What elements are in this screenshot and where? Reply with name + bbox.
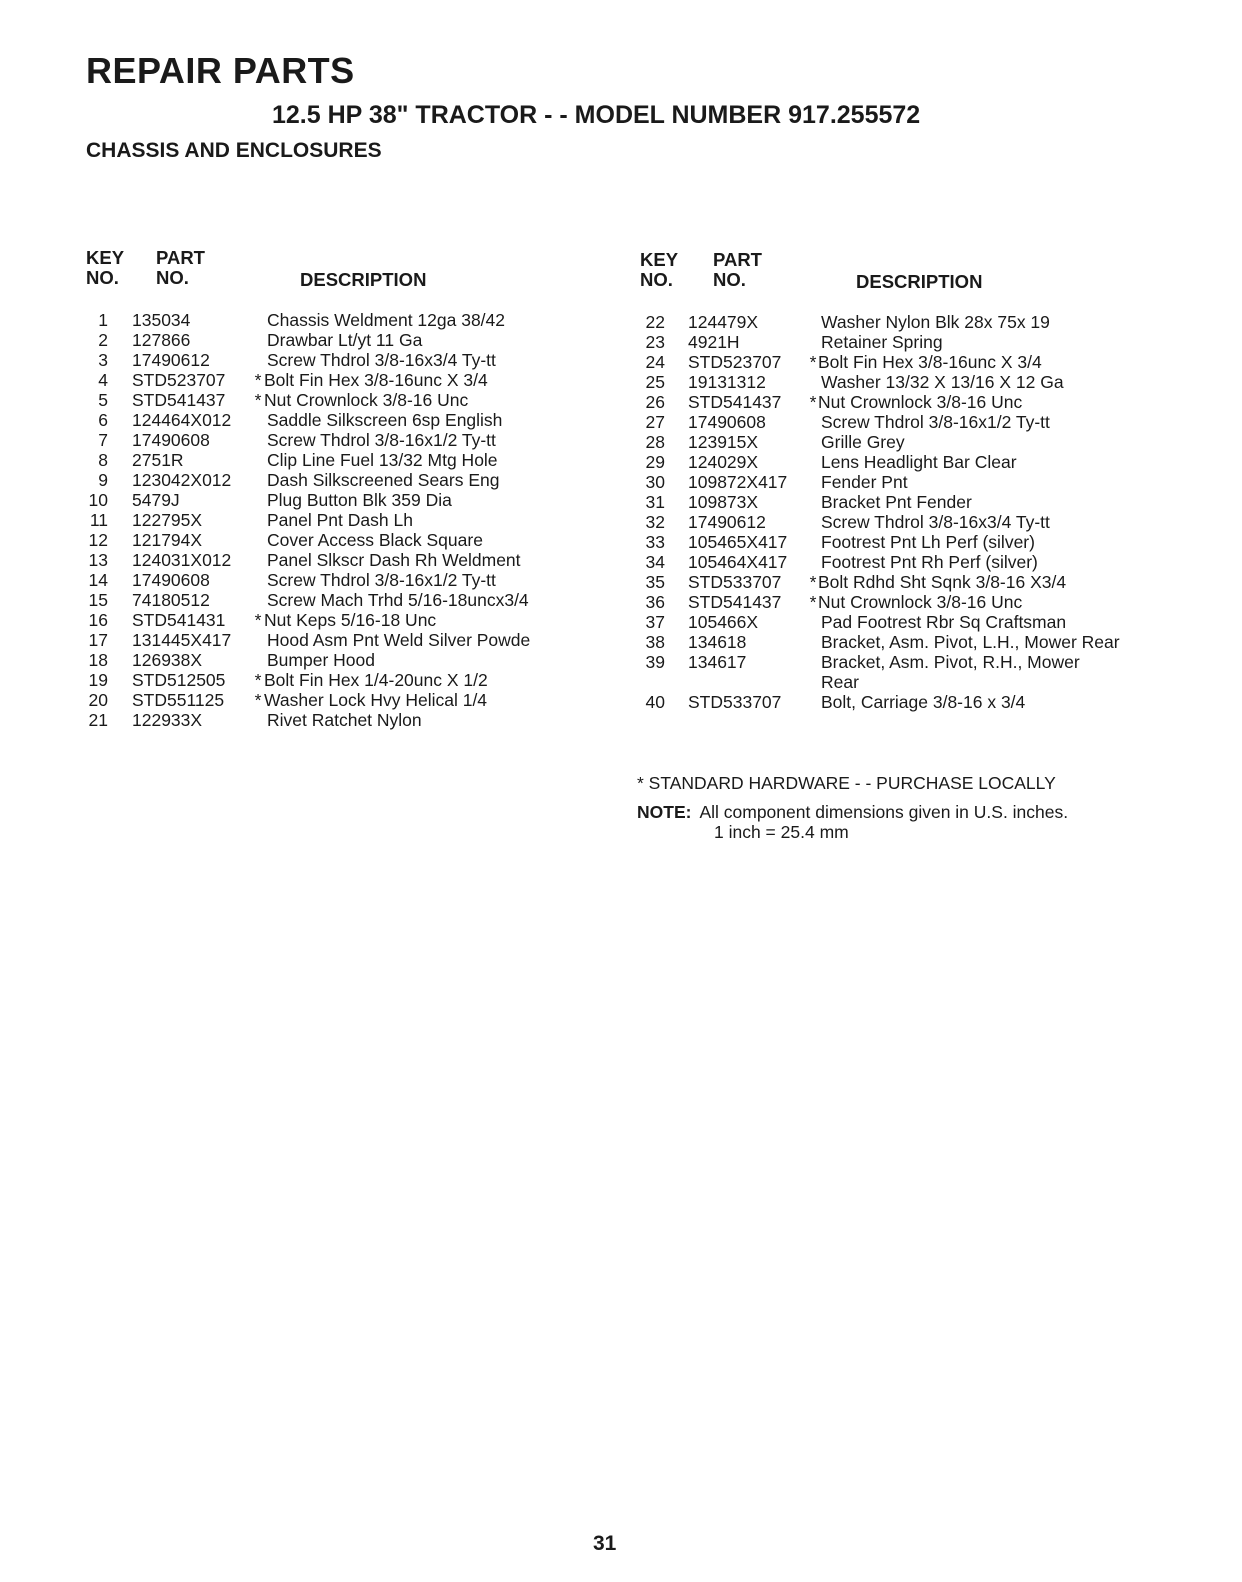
part-description: Screw Thdrol 3/8-16x3/4 Ty-tt bbox=[821, 512, 1050, 532]
table-row bbox=[86, 590, 586, 610]
key-no: 27 bbox=[645, 412, 665, 432]
part-description: Screw Mach Trhd 5/16-18uncx3/4 bbox=[267, 590, 529, 610]
table-row bbox=[86, 710, 586, 730]
part-description: Panel Pnt Dash Lh bbox=[267, 510, 413, 530]
table-row bbox=[640, 412, 1150, 432]
part-description: Nut Crownlock 3/8-16 Unc bbox=[818, 592, 1023, 612]
part-description: Hood Asm Pnt Weld Silver Powde bbox=[267, 630, 531, 650]
key-no-header: NO. bbox=[640, 269, 673, 290]
part-description: Footrest Pnt Rh Perf (silver) bbox=[821, 552, 1038, 572]
part-no: 105466X bbox=[688, 612, 759, 632]
key-no: 22 bbox=[645, 312, 665, 332]
part-description: Plug Button Blk 359 Dia bbox=[267, 490, 452, 510]
part-description: Retainer Spring bbox=[821, 332, 943, 352]
key-no: 13 bbox=[88, 550, 108, 570]
part-no-header: PART bbox=[156, 247, 205, 268]
part-no: 17490608 bbox=[688, 412, 766, 432]
part-description: Bracket, Asm. Pivot, R.H., Mower Rear bbox=[821, 652, 1080, 692]
part-no: 135034 bbox=[132, 310, 191, 330]
table-header bbox=[86, 248, 586, 310]
table-row bbox=[640, 372, 1150, 392]
part-no: 74180512 bbox=[132, 590, 210, 610]
part-description: Bolt Fin Hex 3/8-16unc X 3/4 bbox=[264, 370, 488, 390]
parts-list bbox=[86, 310, 586, 730]
part-description: Bolt Rdhd Sht Sqnk 3/8-16 X3/4 bbox=[818, 572, 1067, 592]
key-no: 9 bbox=[98, 470, 108, 490]
key-no: 26 bbox=[645, 392, 665, 412]
table-row bbox=[86, 370, 586, 390]
part-no: 126938X bbox=[132, 650, 203, 670]
key-no: 8 bbox=[98, 450, 108, 470]
part-description: Bolt Fin Hex 1/4-20unc X 1/2 bbox=[264, 670, 488, 690]
table-row bbox=[640, 472, 1150, 492]
part-description: Nut Crownlock 3/8-16 Unc bbox=[818, 392, 1023, 412]
key-no: 40 bbox=[645, 692, 665, 712]
key-no: 28 bbox=[645, 432, 665, 452]
key-no: 29 bbox=[645, 452, 665, 472]
table-row bbox=[86, 310, 586, 330]
part-description: Lens Headlight Bar Clear bbox=[821, 452, 1017, 472]
table-row bbox=[86, 450, 586, 470]
key-no: 35 bbox=[645, 572, 665, 592]
table-row bbox=[86, 690, 586, 710]
table-row bbox=[86, 630, 586, 650]
part-description: Chassis Weldment 12ga 38/42 bbox=[267, 310, 506, 330]
part-no: 105465X417 bbox=[688, 532, 788, 552]
key-no: 38 bbox=[645, 632, 665, 652]
table-row bbox=[640, 532, 1150, 552]
table-row bbox=[640, 432, 1150, 452]
key-no: 15 bbox=[88, 590, 108, 610]
part-description: Rivet Ratchet Nylon bbox=[267, 710, 422, 730]
key-no: 24 bbox=[645, 352, 665, 372]
note-conversion: 1 inch = 25.4 mm bbox=[714, 822, 849, 842]
key-no: 6 bbox=[98, 410, 108, 430]
part-no: STD551125 bbox=[132, 690, 225, 710]
part-no: 5479J bbox=[132, 490, 180, 510]
standard-hardware-mark: * bbox=[809, 592, 817, 612]
table-row bbox=[86, 570, 586, 590]
part-description: Panel Slkscr Dash Rh Weldment bbox=[267, 550, 521, 570]
page-number: 31 bbox=[593, 1532, 617, 1555]
table-row bbox=[86, 390, 586, 410]
section-title: CHASSIS AND ENCLOSURES bbox=[86, 139, 382, 162]
part-description: Washer Lock Hvy Helical 1/4 bbox=[264, 690, 488, 710]
table-row bbox=[86, 610, 586, 630]
table-row bbox=[640, 512, 1150, 532]
part-no: 123915X bbox=[688, 432, 759, 452]
part-no: 105464X417 bbox=[688, 552, 788, 572]
key-no: 25 bbox=[645, 372, 665, 392]
table-row bbox=[640, 492, 1150, 512]
table-row bbox=[640, 692, 1150, 712]
part-no-header: NO. bbox=[713, 269, 746, 290]
part-description: Nut Keps 5/16-18 Unc bbox=[264, 610, 437, 630]
part-no: 134618 bbox=[688, 632, 747, 652]
part-no: 124029X bbox=[688, 452, 759, 472]
standard-hardware-mark: * bbox=[254, 670, 262, 690]
table-row bbox=[640, 652, 1150, 692]
table-row bbox=[640, 632, 1150, 652]
table-row bbox=[640, 352, 1150, 372]
dimensions-note bbox=[637, 802, 1068, 842]
key-no: 37 bbox=[645, 612, 665, 632]
part-description: Screw Thdrol 3/8-16x1/2 Ty-tt bbox=[267, 430, 496, 450]
part-description: Clip Line Fuel 13/32 Mtg Hole bbox=[267, 450, 498, 470]
standard-hardware-footnote: * STANDARD HARDWARE - - PURCHASE LOCALLY bbox=[637, 773, 1056, 793]
part-no: STD523707 bbox=[688, 352, 782, 372]
part-description: Drawbar Lt/yt 11 Ga bbox=[267, 330, 423, 350]
key-no: 32 bbox=[645, 512, 665, 532]
part-description: Bolt, Carriage 3/8-16 x 3/4 bbox=[821, 692, 1026, 712]
part-no: 124464X012 bbox=[132, 410, 232, 430]
part-description: Grille Grey bbox=[821, 432, 905, 452]
table-row bbox=[640, 392, 1150, 412]
part-description: Washer Nylon Blk 28x 75x 19 bbox=[821, 312, 1050, 332]
key-no: 12 bbox=[88, 530, 108, 550]
table-row bbox=[86, 430, 586, 450]
part-description: Fender Pnt bbox=[821, 472, 908, 492]
part-no-header: PART bbox=[713, 249, 762, 270]
part-no: STD541437 bbox=[688, 592, 782, 612]
part-no: 124031X012 bbox=[132, 550, 232, 570]
part-no: STD533707 bbox=[688, 572, 782, 592]
part-no: STD541431 bbox=[132, 610, 226, 630]
standard-hardware-mark: * bbox=[254, 610, 262, 630]
key-no: 10 bbox=[88, 490, 108, 510]
table-row bbox=[86, 510, 586, 530]
key-no: 30 bbox=[645, 472, 665, 492]
key-no: 3 bbox=[98, 350, 108, 370]
key-no-header: KEY bbox=[640, 249, 679, 270]
key-no: 14 bbox=[88, 570, 108, 590]
part-no: STD541437 bbox=[132, 390, 226, 410]
part-no: 122795X bbox=[132, 510, 203, 530]
key-no: 34 bbox=[645, 552, 665, 572]
table-row bbox=[640, 572, 1150, 592]
part-no: 109872X417 bbox=[688, 472, 788, 492]
part-no: STD523707 bbox=[132, 370, 226, 390]
table-row bbox=[86, 530, 586, 550]
part-no-header: NO. bbox=[156, 267, 189, 288]
part-no: STD541437 bbox=[688, 392, 782, 412]
part-description: Bumper Hood bbox=[267, 650, 375, 670]
parts-list bbox=[640, 312, 1150, 712]
part-no: STD533707 bbox=[688, 692, 782, 712]
model-subtitle: 12.5 HP 38" TRACTOR - - MODEL NUMBER 917.255572 bbox=[272, 101, 921, 129]
part-description: Screw Thdrol 3/8-16x3/4 Ty-tt bbox=[267, 350, 496, 370]
part-no: 123042X012 bbox=[132, 470, 232, 490]
key-no: 4 bbox=[98, 370, 108, 390]
part-description: Dash Silkscreened Sears Eng bbox=[267, 470, 500, 490]
part-no: 17490612 bbox=[688, 512, 766, 532]
table-row bbox=[640, 332, 1150, 352]
table-row bbox=[86, 670, 586, 690]
part-description: Pad Footrest Rbr Sq Craftsman bbox=[821, 612, 1067, 632]
part-no: 134617 bbox=[688, 652, 747, 672]
key-no: 11 bbox=[89, 510, 108, 530]
table-row bbox=[640, 552, 1150, 572]
parts-table-right bbox=[640, 250, 1150, 712]
note-text: All component dimensions given in U.S. inches. bbox=[699, 802, 1069, 822]
table-row bbox=[86, 650, 586, 670]
part-description: Washer 13/32 X 13/16 X 12 Ga bbox=[821, 372, 1064, 392]
standard-hardware-mark: * bbox=[809, 572, 817, 592]
key-no: 21 bbox=[88, 710, 108, 730]
table-row bbox=[86, 350, 586, 370]
key-no: 19 bbox=[88, 670, 108, 690]
note-label: NOTE: bbox=[637, 802, 692, 822]
table-row bbox=[640, 612, 1150, 632]
part-description: Saddle Silkscreen 6sp English bbox=[267, 410, 503, 430]
part-description: Nut Crownlock 3/8-16 Unc bbox=[264, 390, 469, 410]
parts-table-left bbox=[86, 248, 586, 730]
part-no: 4921H bbox=[688, 332, 740, 352]
table-row bbox=[640, 452, 1150, 472]
part-no: 17490608 bbox=[132, 570, 210, 590]
part-no: 122933X bbox=[132, 710, 203, 730]
key-no: 31 bbox=[645, 492, 665, 512]
table-row bbox=[640, 312, 1150, 332]
standard-hardware-mark: * bbox=[809, 352, 817, 372]
part-no: 2751R bbox=[132, 450, 184, 470]
part-description: Screw Thdrol 3/8-16x1/2 Ty-tt bbox=[267, 570, 496, 590]
key-no: 1 bbox=[98, 310, 108, 330]
table-header bbox=[640, 250, 1150, 312]
part-description: Cover Access Black Square bbox=[267, 530, 483, 550]
part-no: 109873X bbox=[688, 492, 759, 512]
key-no: 36 bbox=[645, 592, 665, 612]
key-no: 2 bbox=[98, 330, 108, 350]
part-description: Screw Thdrol 3/8-16x1/2 Ty-tt bbox=[821, 412, 1050, 432]
key-no: 18 bbox=[88, 650, 108, 670]
table-row bbox=[86, 550, 586, 570]
part-no: 121794X bbox=[132, 530, 203, 550]
key-no: 33 bbox=[645, 532, 665, 552]
key-no: 17 bbox=[88, 630, 108, 650]
key-no: 39 bbox=[645, 652, 665, 672]
table-row bbox=[86, 490, 586, 510]
standard-hardware-mark: * bbox=[809, 392, 817, 412]
description-header: DESCRIPTION bbox=[300, 269, 427, 290]
key-no: 5 bbox=[98, 390, 108, 410]
key-no-header: NO. bbox=[86, 267, 119, 288]
part-no: 131445X417 bbox=[132, 630, 232, 650]
key-no: 20 bbox=[88, 690, 108, 710]
part-no: 124479X bbox=[688, 312, 759, 332]
page-title: REPAIR PARTS bbox=[86, 50, 355, 91]
key-no: 23 bbox=[645, 332, 665, 352]
key-no-header: KEY bbox=[86, 247, 125, 268]
part-no: STD512505 bbox=[132, 670, 226, 690]
standard-hardware-mark: * bbox=[254, 390, 262, 410]
key-no: 7 bbox=[98, 430, 108, 450]
standard-hardware-mark: * bbox=[254, 690, 262, 710]
table-row bbox=[640, 592, 1150, 612]
description-header: DESCRIPTION bbox=[856, 271, 983, 292]
part-no: 127866 bbox=[132, 330, 191, 350]
part-description: Bracket, Asm. Pivot, L.H., Mower Rear bbox=[821, 632, 1120, 652]
table-row bbox=[86, 410, 586, 430]
key-no: 16 bbox=[88, 610, 108, 630]
part-no: 17490608 bbox=[132, 430, 210, 450]
standard-hardware-mark: * bbox=[254, 370, 262, 390]
part-description: Bracket Pnt Fender bbox=[821, 492, 972, 512]
table-row bbox=[86, 330, 586, 350]
part-no: 19131312 bbox=[688, 372, 766, 392]
table-row bbox=[86, 470, 586, 490]
part-no: 17490612 bbox=[132, 350, 210, 370]
part-description: Bolt Fin Hex 3/8-16unc X 3/4 bbox=[818, 352, 1042, 372]
part-description: Footrest Pnt Lh Perf (silver) bbox=[821, 532, 1035, 552]
